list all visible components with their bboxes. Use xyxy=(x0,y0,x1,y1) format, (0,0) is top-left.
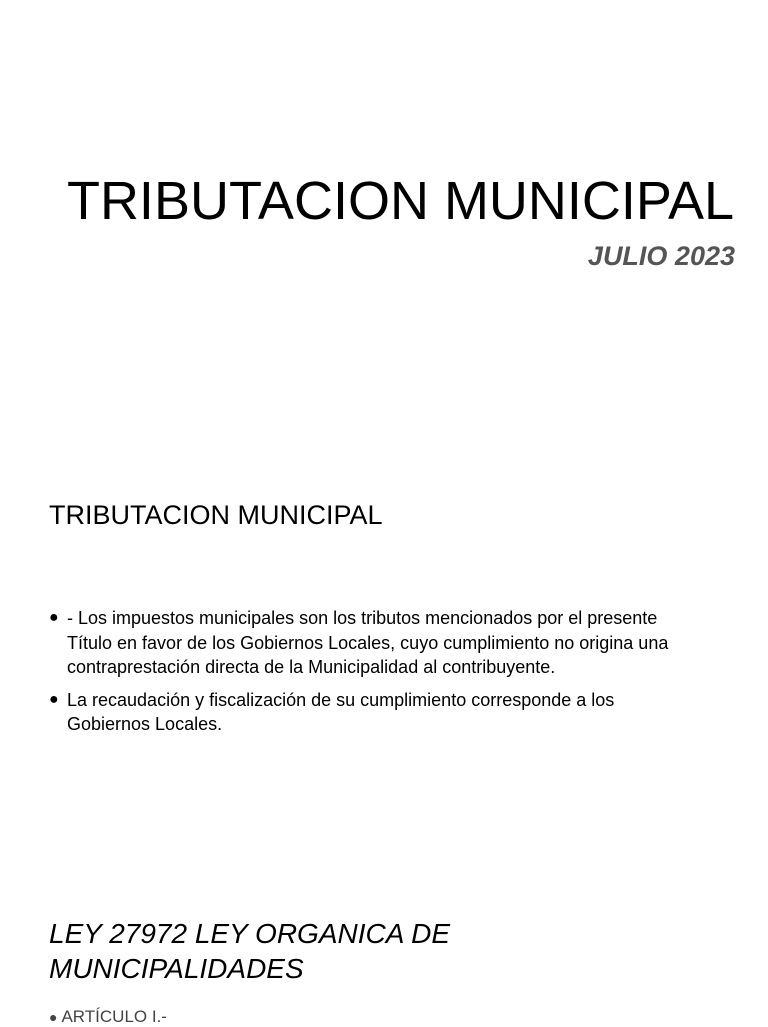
bullet-icon: ● xyxy=(49,609,59,626)
bullet-text: - Los impuestos municipales son los tributos mencionados por el presente Título en favor de los Gobiernos Locales, cuyo cumplimiento no origina una contraprestación directa de la Municipalidad al contribuyente. xyxy=(67,608,669,677)
cover-slide xyxy=(0,0,768,440)
cover-subtitle: JULIO 2023 xyxy=(587,241,735,271)
law-title xyxy=(49,916,569,986)
list-item xyxy=(49,688,669,737)
bullet-icon: ● xyxy=(49,690,59,708)
bullet-text: La recaudación y fiscalización de su cumplimiento corresponde a los Gobiernos Locales. xyxy=(67,689,615,734)
bullet-icon: ● xyxy=(49,1009,58,1025)
law-title-line2: MUNICIPALIDADES xyxy=(49,953,304,984)
bullet-list xyxy=(49,606,669,745)
article-item xyxy=(49,1007,167,1027)
section-title: TRIBUTACION MUNICIPAL xyxy=(49,500,383,530)
law-slide xyxy=(0,880,768,1024)
article-label: ARTÍCULO I.- xyxy=(61,1007,167,1026)
cover-title: TRIBUTACION MUNICIPAL xyxy=(66,171,734,231)
content-slide xyxy=(0,440,768,880)
law-title-line1: LEY 27972 LEY ORGANICA DE xyxy=(49,918,451,949)
list-item xyxy=(49,606,669,680)
